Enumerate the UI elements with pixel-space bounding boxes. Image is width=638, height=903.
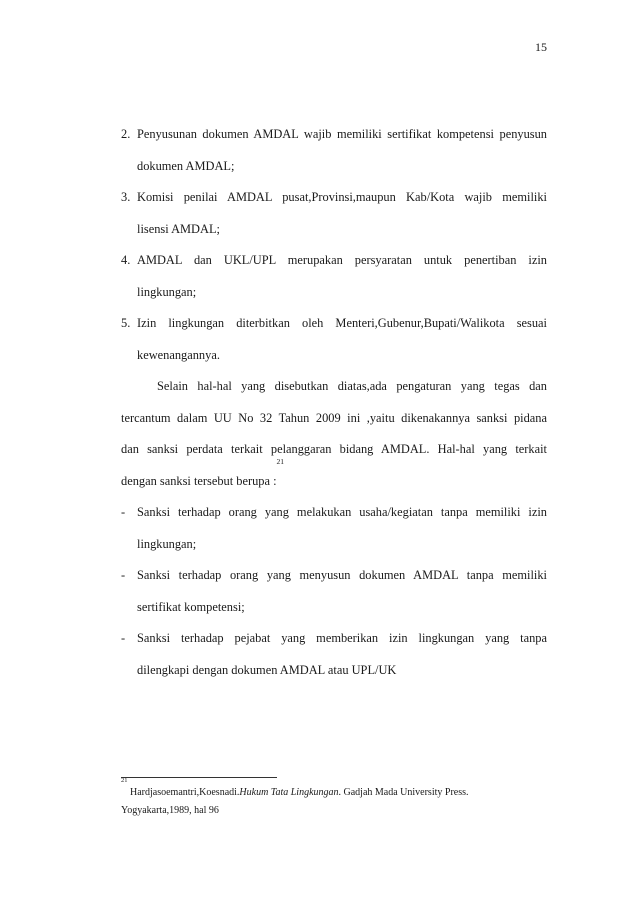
page-number: 15 [535, 40, 547, 54]
dash-list-item [121, 497, 547, 560]
footnote-title: Hukum Tata Lingkungan [239, 787, 339, 798]
footnote-number: 21 [121, 777, 128, 784]
list-item-line: sertifikat kompetensi; [137, 599, 245, 614]
list-item-line: Komisi penilai AMDAL pusat,Provinsi,maupun Kab/Kota wajib memiliki [137, 190, 547, 204]
list-item-text [137, 119, 547, 182]
body-paragraph [121, 371, 547, 497]
footnote-reference[interactable]: 21 [276, 456, 285, 466]
paragraph-line: dan sanksi perdata terkait pelanggaran bidang AMDAL. Hal-hal yang terkait [121, 442, 547, 456]
dash-list-item [121, 560, 547, 623]
list-item-line: dokumen AMDAL; [137, 158, 235, 173]
list-item-line: AMDAL dan UKL/UPL merupakan persyaratan untuk penertiban izin [137, 253, 547, 267]
list-item-line: Sanksi terhadap orang yang melakukan usaha/kegiatan tanpa memiliki izin [137, 505, 547, 519]
dash-marker: - [121, 568, 126, 582]
list-item-line: dilengkapi dengan dokumen AMDAL atau UPL/UK [137, 662, 397, 677]
paragraph-line: tercantum dalam UU No 32 Tahun 2009 ini ,yaitu dikenakannya sanksi pidana [121, 410, 547, 425]
numbered-list-item [121, 119, 547, 182]
footnote-separator [121, 777, 277, 778]
list-item-line: lisensi AMDAL; [137, 221, 220, 236]
list-item-text [137, 560, 547, 623]
list-item-line: Penyusunan dokumen AMDAL wajib memiliki sertifikat kompetensi penyusun [137, 127, 547, 141]
paragraph-line-text: dengan sanksi tersebut berupa : [121, 473, 277, 488]
list-item-line: kewenangannya. [137, 347, 220, 362]
list-item-text [137, 308, 547, 371]
list-item-text [137, 497, 547, 560]
list-number: 4. [121, 253, 131, 267]
footnote-author: Hardjasoemantri,Koesnadi. [130, 787, 240, 798]
page-body [121, 119, 547, 686]
dash-marker: - [121, 631, 126, 645]
list-item-line: Izin lingkungan diterbitkan oleh Menteri,Gubenur,Bupati/Walikota sesuai [137, 316, 547, 330]
footnote-publisher: . Gadjah Mada University Press. [338, 787, 469, 798]
footnote-line: Yogyakarta,1989, hal 96 [121, 805, 219, 816]
dash-list-item [121, 623, 547, 686]
list-item-text [137, 623, 547, 686]
numbered-list-item [121, 245, 547, 308]
list-item-text [137, 182, 547, 245]
list-item-text [137, 245, 547, 308]
dash-marker: - [121, 505, 126, 519]
list-item-line: Sanksi terhadap pejabat yang memberikan izin lingkungan yang tanpa [137, 631, 547, 645]
paragraph-line-last [121, 456, 547, 498]
paragraph-line: Selain hal-hal yang disebutkan diatas,ada pengaturan yang tegas dan [157, 379, 547, 393]
list-item-line: lingkungan; [137, 284, 197, 299]
list-number: 3. [121, 190, 131, 204]
footnote-line [121, 777, 551, 802]
list-number: 2. [121, 127, 131, 141]
footnote [121, 777, 551, 820]
list-number: 5. [121, 316, 131, 330]
numbered-list-item [121, 308, 547, 371]
list-item-line: lingkungan; [137, 536, 197, 551]
numbered-list-item [121, 182, 547, 245]
list-item-line: Sanksi terhadap orang yang menyusun dokumen AMDAL tanpa memiliki [137, 568, 547, 582]
